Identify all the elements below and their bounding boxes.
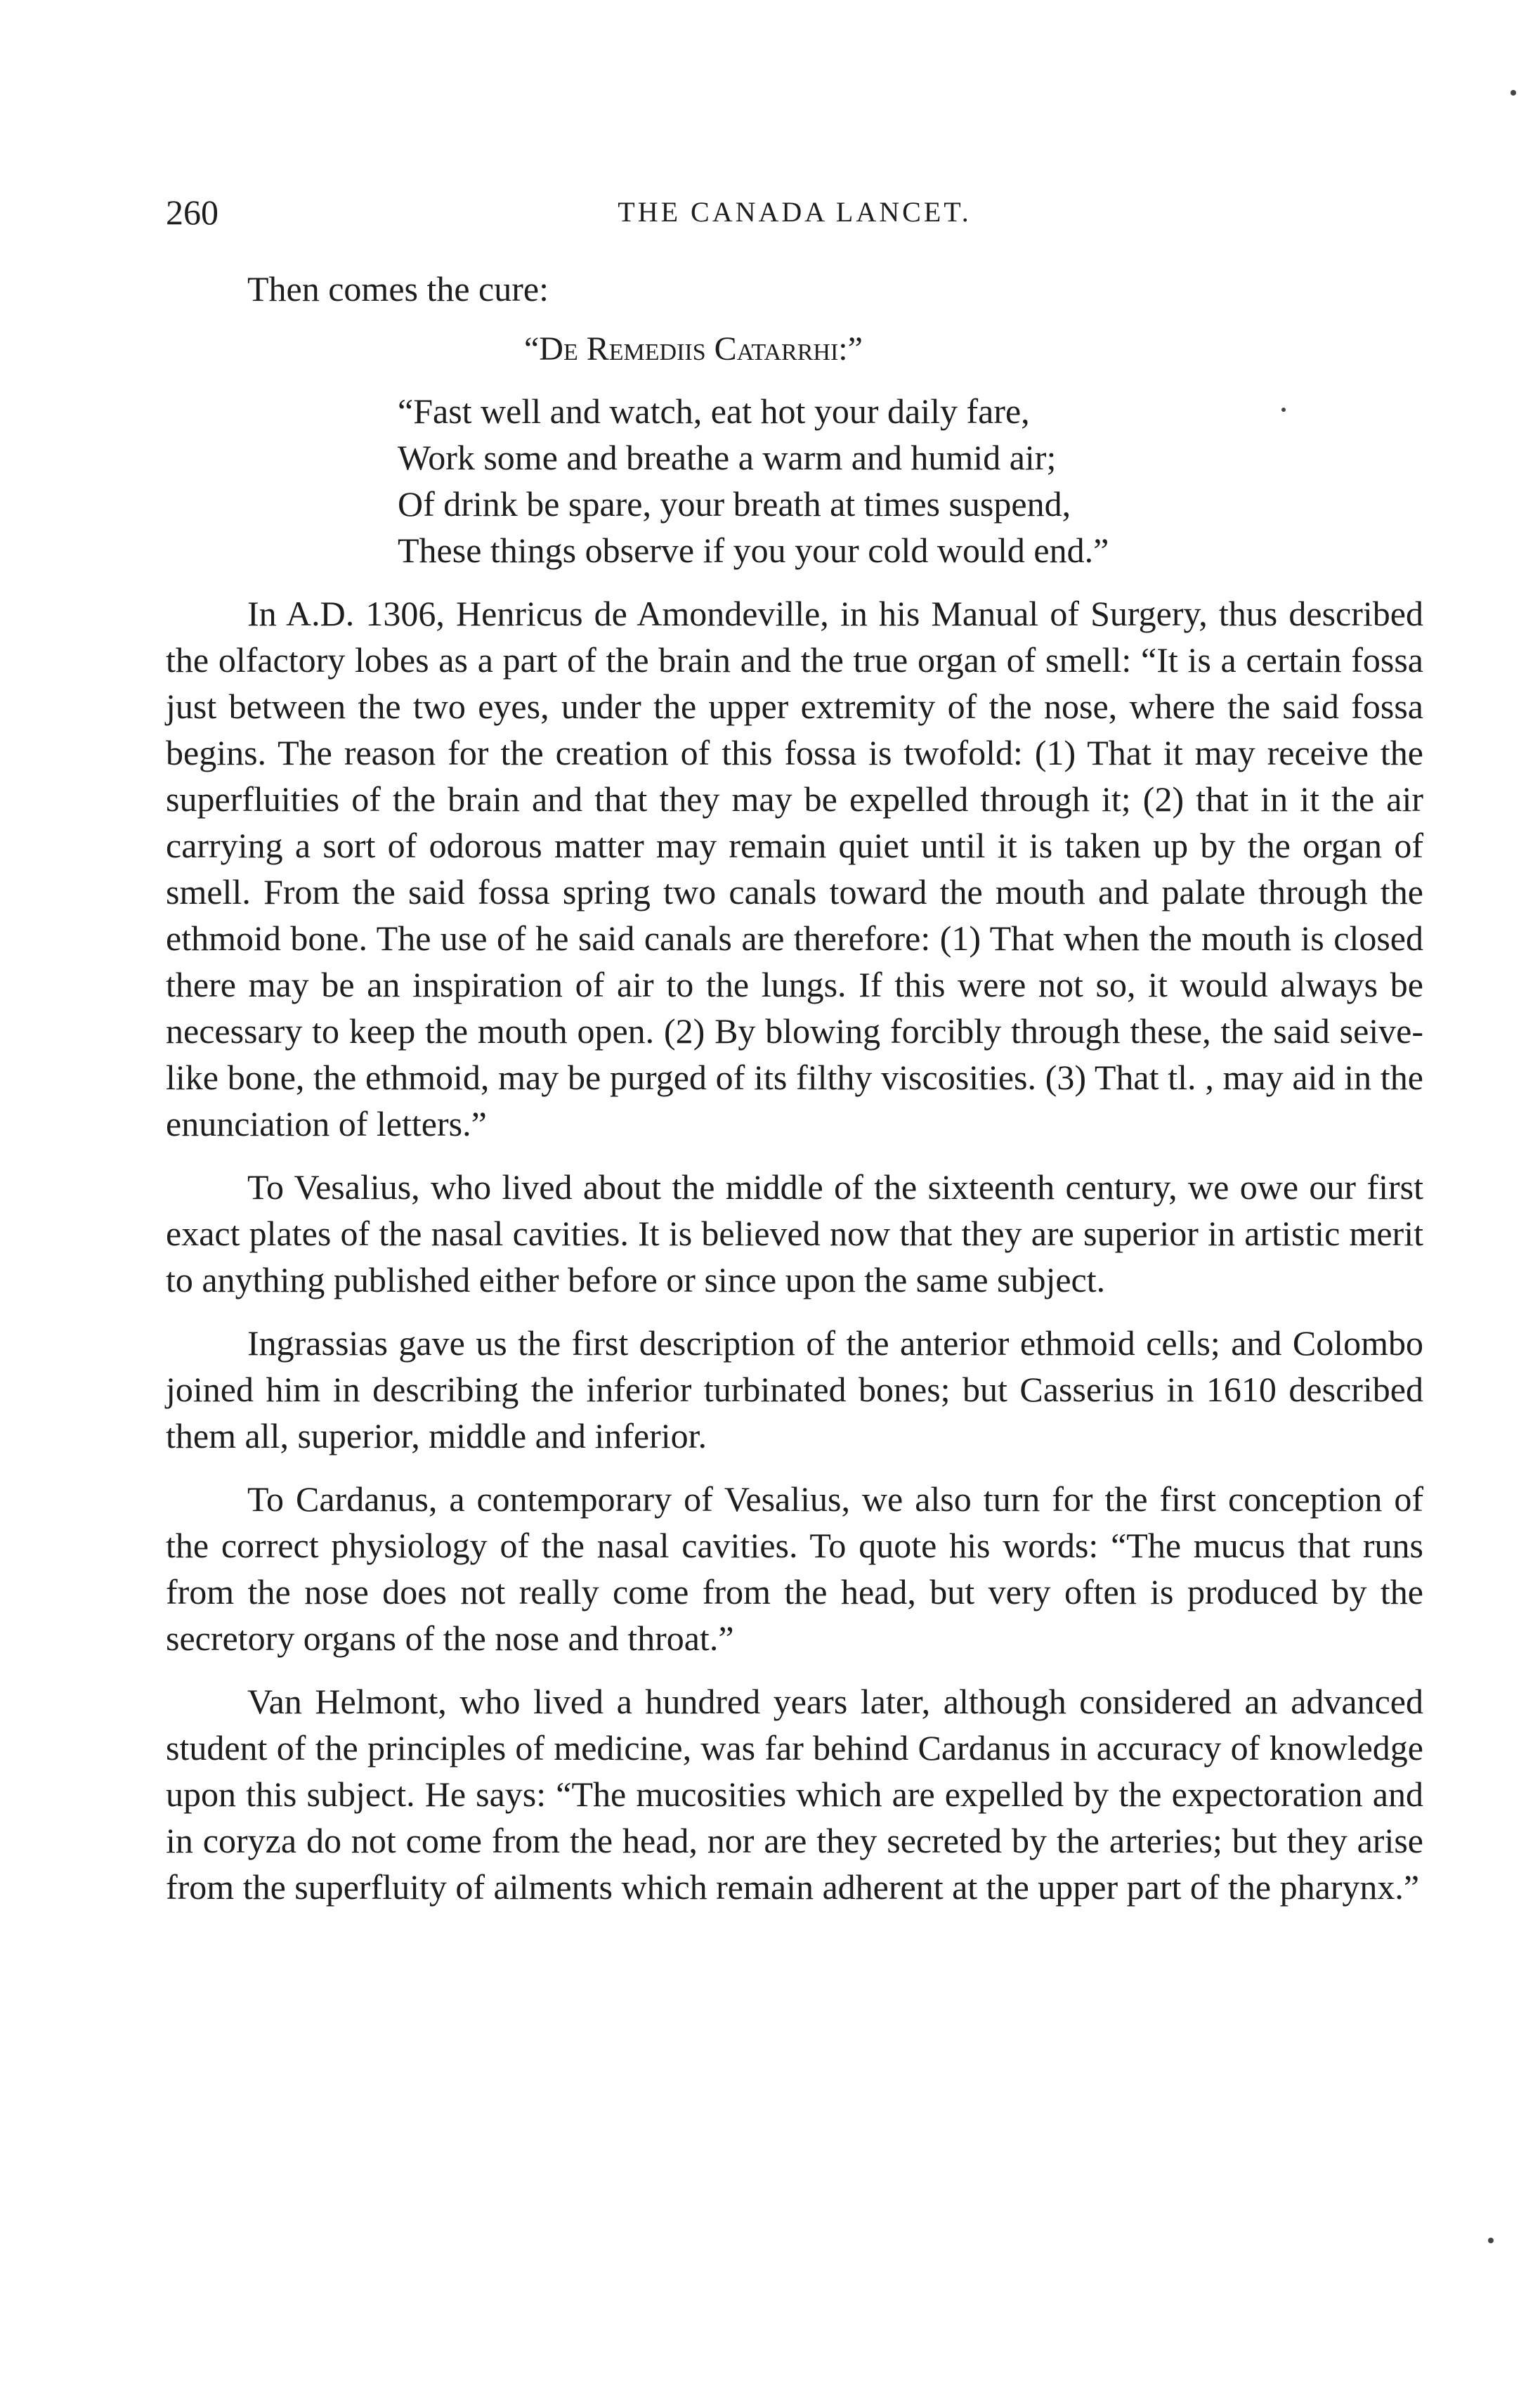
scan-speck [1510,90,1516,96]
verse-title: “De Remediis Catarrhi:” [524,330,863,368]
verse-line: Work some and breathe a warm and humid air; [398,438,1057,477]
paragraph-cardanus: To Cardanus, a contemporary of Vesalius, we also turn for the first conception of the correct physiology of the nasal cavities. To quote his words: “The mucus that runs from the nose does not really come from the head, but very often is produced by the secretory organs of the nose and throat.” [166,1479,1423,1658]
intro-line: Then comes the cure: [247,269,549,309]
verse-line: These things observe if you your cold would end.” [398,531,1109,570]
scan-speck [1281,408,1286,412]
running-title: THE CANADA LANCET. [618,196,972,228]
body-text [166,266,1423,1927]
scan-speck [1488,2238,1494,2243]
page-number: 260 [166,193,218,232]
page-header [166,184,1423,240]
verse-line: Of drink be spare, your breath at times suspend, [398,484,1071,524]
verse [398,388,1423,573]
paragraph-van-helmont: Van Helmont, who lived a hundred years later, although considered an advanced student of the principles of medicine, was far behind Cardanus in accuracy of knowledge upon this subject. He says: “The mucosities which are expelled by the expectoration and in coryza do not come from the head, nor are they secreted by the arteries; but they arise from the superfluity of ailments which remain adherent at the upper part of the pharynx.” [166,1682,1423,1907]
paragraph-vesalius: To Vesalius, who lived about the middle of the sixteenth century, we owe our first exact plates of the nasal cavities. It is believed now that they are superior in artistic merit to anything published either before or since upon the same subject. [166,1167,1423,1299]
verse-line: “Fast well and watch, eat hot your daily fare, [398,391,1030,431]
paragraph-ingrassias: Ingrassias gave us the first description of the anterior ethmoid cells; and Colombo joined him in describing the inferior turbinated bones; but Casserius in 1610 described them all, superior, middle and inferior. [166,1323,1423,1455]
paragraph-amondeville: In A.D. 1306, Henricus de Amondeville, in his Manual of Surgery, thus described the olfactory lobes as a part of the brain and the true organ of smell: “It is a certain fossa just between the two eyes, under the upper extremity of the nose, where the said fossa begins. The reason for the creation of this fossa is twofold: (1) That it may receive the superfluities of the brain and that they may be expelled through it; (2) that in it the air carrying a sort of odorous matter may remain quiet until it is taken up by the organ of smell. From the said fossa spring two canals toward the mouth and palate through the ethmoid bone. The use of he said canals are therefore: (1) That when the mouth is closed there may be an inspiration of air to the lungs. If this were not so, it would always be necessary to keep the mouth open. (2) By blowing forcibly through these, the said seive-like bone, the ethmoid, may be purged of its filthy viscosities. (3) That tl. , may aid in the enunciation of letters.” [166,594,1423,1143]
